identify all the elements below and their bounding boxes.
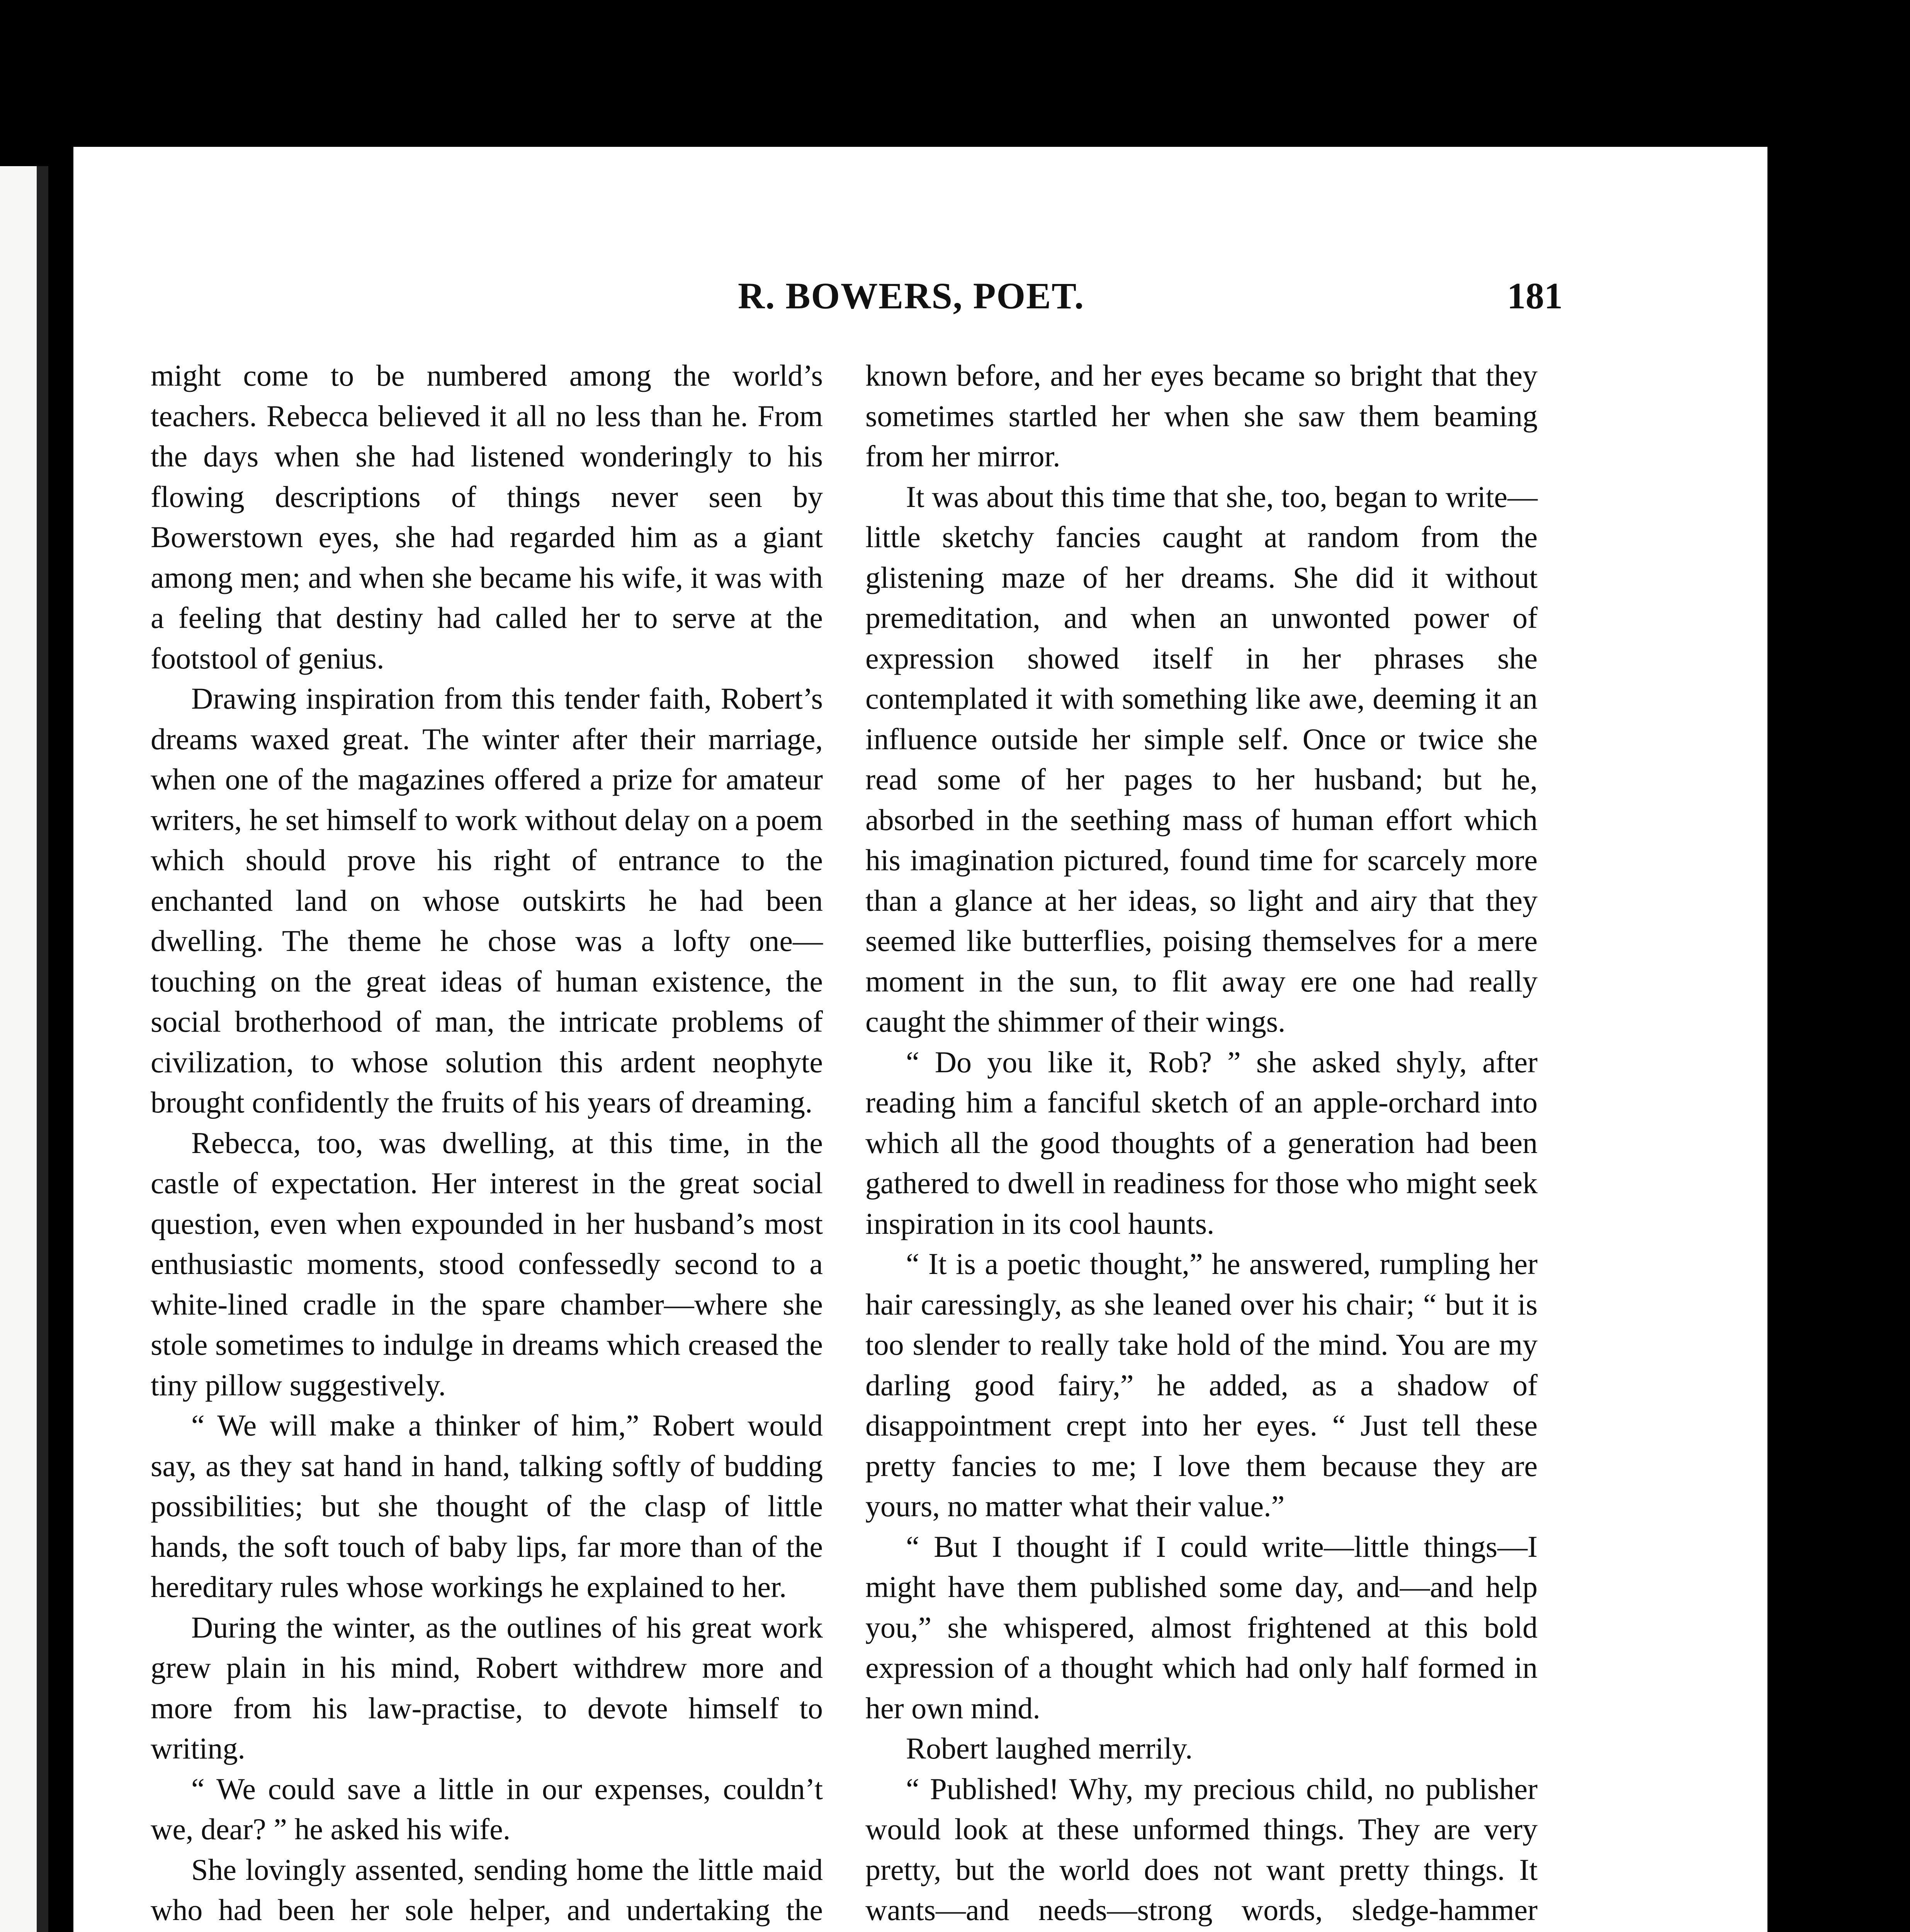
paragraph: known before, and her eyes became so bright that they sometimes startled her when she saw them beaming from her mirror. xyxy=(865,359,1538,473)
paragraph: Robert laughed merrily. xyxy=(906,1731,1193,1765)
right-column xyxy=(865,355,1538,1932)
paragraph: “ We will make a thinker of him,” Robert would say, as they sat hand in hand, talking softly of budding possibilities; but she thought of the clasp of little hands, the soft touch of baby lips, far more than of the hereditary rules whose workings he explained to her. xyxy=(151,1408,823,1604)
paragraph: She lovingly assented, sending home the little maid who had been her sole helper, and undertaking the xyxy=(151,1852,823,1927)
running-head: R. BOWERS, POET. xyxy=(738,275,1085,316)
page-header xyxy=(151,274,1563,328)
book-page xyxy=(73,147,1767,1932)
paragraph: “ Do you like it, Rob? ” she asked shyly, after reading him a fanciful sketch of an apple-orchard into which all the good thoughts of a generation had been gathered to dwell in readiness for those who might seek inspiration in its cool haunts. xyxy=(865,1045,1538,1240)
paragraph: Rebecca, too, was dwelling, at this time, in the castle of expectation. Her interest in the great social question, even when expounded in her husband’s most enthusiastic moments, stood confessedly second to a white-lined cradle in the spare chamber—where she stole sometimes to indulge in dreams which creased the tiny pillow suggestively. xyxy=(151,1126,823,1402)
paragraph: “ We could save a little in our expenses, couldn’t we, dear? ” he asked his wife. xyxy=(151,1772,823,1846)
paragraph: “ Published! Why, my precious child, no publisher would look at these unformed things. They are very pretty, but the world does not want pretty things. It wants—and needs—strong words, sledge-hammer xyxy=(865,1772,1538,1927)
paragraph: Drawing inspiration from this tender faith, Robert’s dreams waxed great. The winter after their marriage, when one of the magazines offered a prize for amateur writers, he set himself to work without delay on a poem which should prove his right of entrance to the enchanted land on whose outskirts he had been dwelling. The theme he chose was a lofty one—touching on the great ideas of human existence, the social brotherhood of man, the intricate problems of civilization, to whose solution this ardent neophyte brought confidently the fruits of his years of dreaming. xyxy=(151,682,823,1119)
paragraph: “ But I thought if I could write—little things—I might have them published some day, and—and help you,” she whispered, almost frightened at this bold expression of a thought which had only half formed in her own mind. xyxy=(865,1529,1538,1725)
left-column xyxy=(151,355,823,1932)
page-number: 181 xyxy=(1507,275,1563,316)
paragraph: During the winter, as the outlines of his great work grew plain in his mind, Robert withdrew more and more from his law-practise, to devote himself to writing. xyxy=(151,1610,823,1765)
paragraph: It was about this time that she, too, began to write—little sketchy fancies caught at random from the glistening maze of her dreams. She did it without premeditation, and when an unwonted power of expression showed itself in her phrases she contemplated it with something like awe, deeming it an influence outside her simple self. Once or twice she read some of her pages to her husband; but he, absorbed in the seething mass of human effort which his imagination pictured, found time for scarcely more than a glance at her ideas, so light and airy that they seemed like butterflies, poising themselves for a mere moment in the sun, to flit away ere one had really caught the shimmer of their wings. xyxy=(865,480,1538,1038)
gutter-shadow xyxy=(37,166,48,1932)
paragraph: might come to be numbered among the world’s teachers. Rebecca believed it all no less than he. From the days when she had listened wonderingly to his flowing descriptions of things never seen by Bowerstown eyes, she had regarded him as a giant among men; and when she became his wife, it was with a feeling that destiny had called her to serve at the footstool of genius. xyxy=(151,359,823,675)
paragraph: “ It is a poetic thought,” he answered, rumpling her hair caressingly, as she leaned over his chair; “ but it is too slender to really take hold of the mind. You are my darling good fairy,” he added, as a shadow of disappointment crept into her eyes. “ Just tell these pretty fancies to me; I love them because they are yours, no matter what their value.” xyxy=(865,1247,1538,1523)
